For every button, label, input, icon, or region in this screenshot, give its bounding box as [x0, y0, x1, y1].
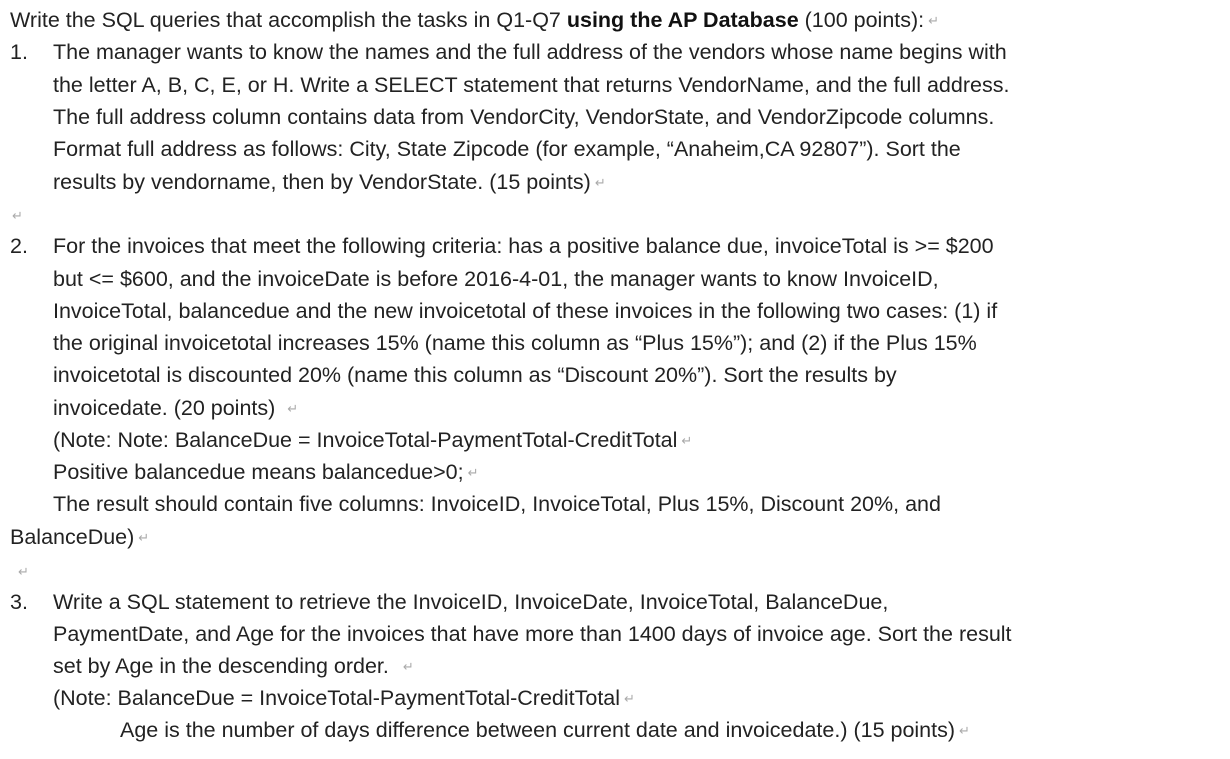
question-line-last	[53, 169, 606, 195]
question-line: set by Age in the descending order. ↵	[53, 654, 414, 678]
question-line: The result should contain five columns: InvoiceID, InvoiceTotal, Plus 15%, Discount 20%, and	[53, 492, 941, 516]
question-line: Positive balancedue means balancedue>0; ↵	[53, 460, 479, 484]
question-line: the letter A, B, C, E, or H. Write a SELECT statement that returns VendorName, and the full address.	[53, 73, 1010, 97]
paragraph-mark: ↵	[402, 659, 414, 674]
paragraph-mark: ↵	[467, 465, 479, 480]
paragraph-mark: ↵	[959, 723, 970, 738]
question-number: 2.	[10, 234, 28, 258]
question-line: Format full address as follows: City, State Zipcode (for example, “Anaheim,CA 92807”). Sort the	[53, 137, 961, 161]
empty-paragraph-mark: ↵	[18, 564, 29, 579]
header-points: (100 points):	[798, 8, 925, 32]
question-line: results by vendorname, then by VendorState. (15 points)	[53, 170, 591, 194]
question-line: the original invoicetotal increases 15% (name this column as “Plus 15%”); and (2) if the Plus 15%	[53, 331, 977, 355]
header-text: Write the SQL queries that accomplish the tasks in Q1-Q7	[10, 8, 567, 32]
question-line-trailing: BalanceDue) ↵	[10, 525, 150, 549]
question-line: (Note: BalanceDue = InvoiceTotal-PaymentTotal-CreditTotal ↵	[53, 686, 635, 710]
question-line: The manager wants to know the names and the full address of the vendors whose name begins with	[53, 40, 1007, 64]
paragraph-mark: ↵	[624, 691, 635, 706]
question-line: PaymentDate, and Age for the invoices that have more than 1400 days of invoice age. Sort the result	[53, 622, 1012, 646]
paragraph-mark: ↵	[928, 13, 940, 28]
question-line: For the invoices that meet the following criteria: has a positive balance due, invoiceTotal is >= $200	[53, 234, 994, 258]
question-line: (Note: Note: BalanceDue = InvoiceTotal-PaymentTotal-CreditTotal ↵	[53, 428, 693, 452]
question-number: 3.	[10, 590, 28, 614]
question-number: 1.	[10, 40, 28, 64]
paragraph-mark: ↵	[681, 433, 693, 448]
question-line: invoicedate. (20 points) ↵	[53, 396, 299, 420]
paragraph-mark: ↵	[287, 401, 299, 416]
header-bold-text: using the AP Database	[566, 8, 799, 32]
question-line: but <= $600, and the invoiceDate is before 2016-4-01, the manager wants to know InvoiceID,	[53, 267, 939, 291]
paragraph-mark: ↵	[594, 175, 606, 190]
empty-paragraph-mark: ↵	[12, 208, 23, 223]
question-line: invoicetotal is discounted 20% (name this column as “Discount 20%”). Sort the results by	[53, 363, 897, 387]
question-line: InvoiceTotal, balancedue and the new invoicetotal of these invoices in the following two cases: (1) if	[53, 299, 998, 323]
question-line-indented: Age is the number of days difference between current date and invoicedate.) (15 points) ↵	[120, 718, 970, 742]
paragraph-mark: ↵	[138, 530, 150, 545]
document-header	[10, 7, 939, 33]
question-line: Write a SQL statement to retrieve the InvoiceID, InvoiceDate, InvoiceTotal, BalanceDue,	[53, 590, 889, 614]
question-line: The full address column contains data from VendorCity, VendorState, and VendorZipcode columns.	[53, 105, 995, 129]
